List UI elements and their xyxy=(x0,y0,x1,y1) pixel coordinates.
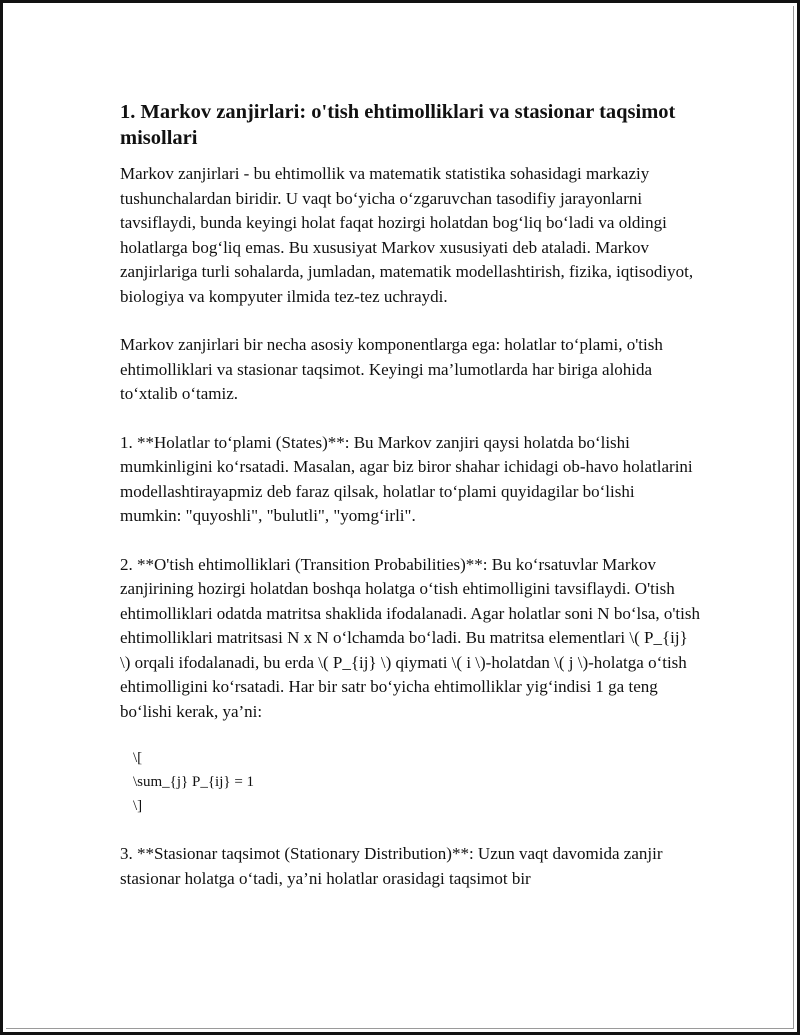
paragraph-states: 1. **Holatlar to‘plami (States)**: Bu Markov zanjiri qaysi holatda bo‘lishi mumkinligini ko‘rsatadi. Masalan, agar biz biror shahar ichidagi ob-havo holatlarini modellashtirayapmiz deb faraz qilsak, holatlar to‘plami quyidagilar bo‘lishi mumkin: "quyoshli", "bulutli", "yomg‘irli". xyxy=(120,432,693,525)
paragraph-components: Markov zanjirlari bir necha asosiy komponentlarga ega: holatlar to‘plami, o'tish ehtimolliklari va stasionar taqsimot. Keyingi ma’lumotlarda har biriga alohida to‘xtalib o‘tamiz. xyxy=(120,335,663,403)
paragraph-stationary-distribution: 3. **Stasionar taqsimot (Stationary Distribution)**: Uzun vaqt davomida zanjir stasionar holatga o‘tadi, ya’ni holatlar orasidagi taqsimot bir xyxy=(120,844,663,888)
paragraph-transition-probabilities: 2. **O'tish ehtimolliklari (Transition Probabilities)**: Bu ko‘rsatuvlar Markov zanjirining hozirgi holatdan boshqa holatga o‘tish ehtimolligini tavsiflaydi. O'tish ehtimolliklari odatda matritsa shaklida ifodalanadi. Agar holatlar soni N bo‘lsa, o'tish ehtimolliklari matritsasi N x N o‘lchamda bo‘ladi. Bu matritsa elementlari \( P_{ij} \) orqali ifodalanadi, bu erda \( P_{ij} \) qiymati \( i \)-holatdan \( j \)-holatga o‘tish ehtimolligini ko‘rsatadi. Har bir satr bo‘yicha ehtimolliklar yig‘indisi 1 ga teng bo‘lishi kerak, ya’ni: xyxy=(120,554,700,721)
document-title: 1. Markov zanjirlari: o'tish ehtimolliklari va stasionar taqsimot misollari xyxy=(120,101,676,149)
formula-block xyxy=(133,746,700,818)
formula-line: \sum_{j} P_{ij} = 1 xyxy=(133,774,255,790)
formula-line: \[ xyxy=(133,750,143,766)
document-body xyxy=(120,99,700,915)
formula-line: \] xyxy=(133,798,143,814)
paragraph-intro: Markov zanjirlari - bu ehtimollik va matematik statistika sohasidagi markaziy tushunchalardan biridir. U vaqt bo‘yicha o‘zgaruvchan tasodifiy jarayonlarni tavsiflaydi, bunda keyingi holat faqat hozirgi holatdan bog‘liq bo‘ladi va oldingi holatlarga bog‘liq emas. Bu xususiyat Markov xususiyati deb ataladi. Markov zanjirlariga turli sohalarda, jumladan, matematik modellashtirish, fizika, iqtisodiyot, biologiya va kompyuter ilmida tez-tez uchraydi. xyxy=(120,164,694,306)
